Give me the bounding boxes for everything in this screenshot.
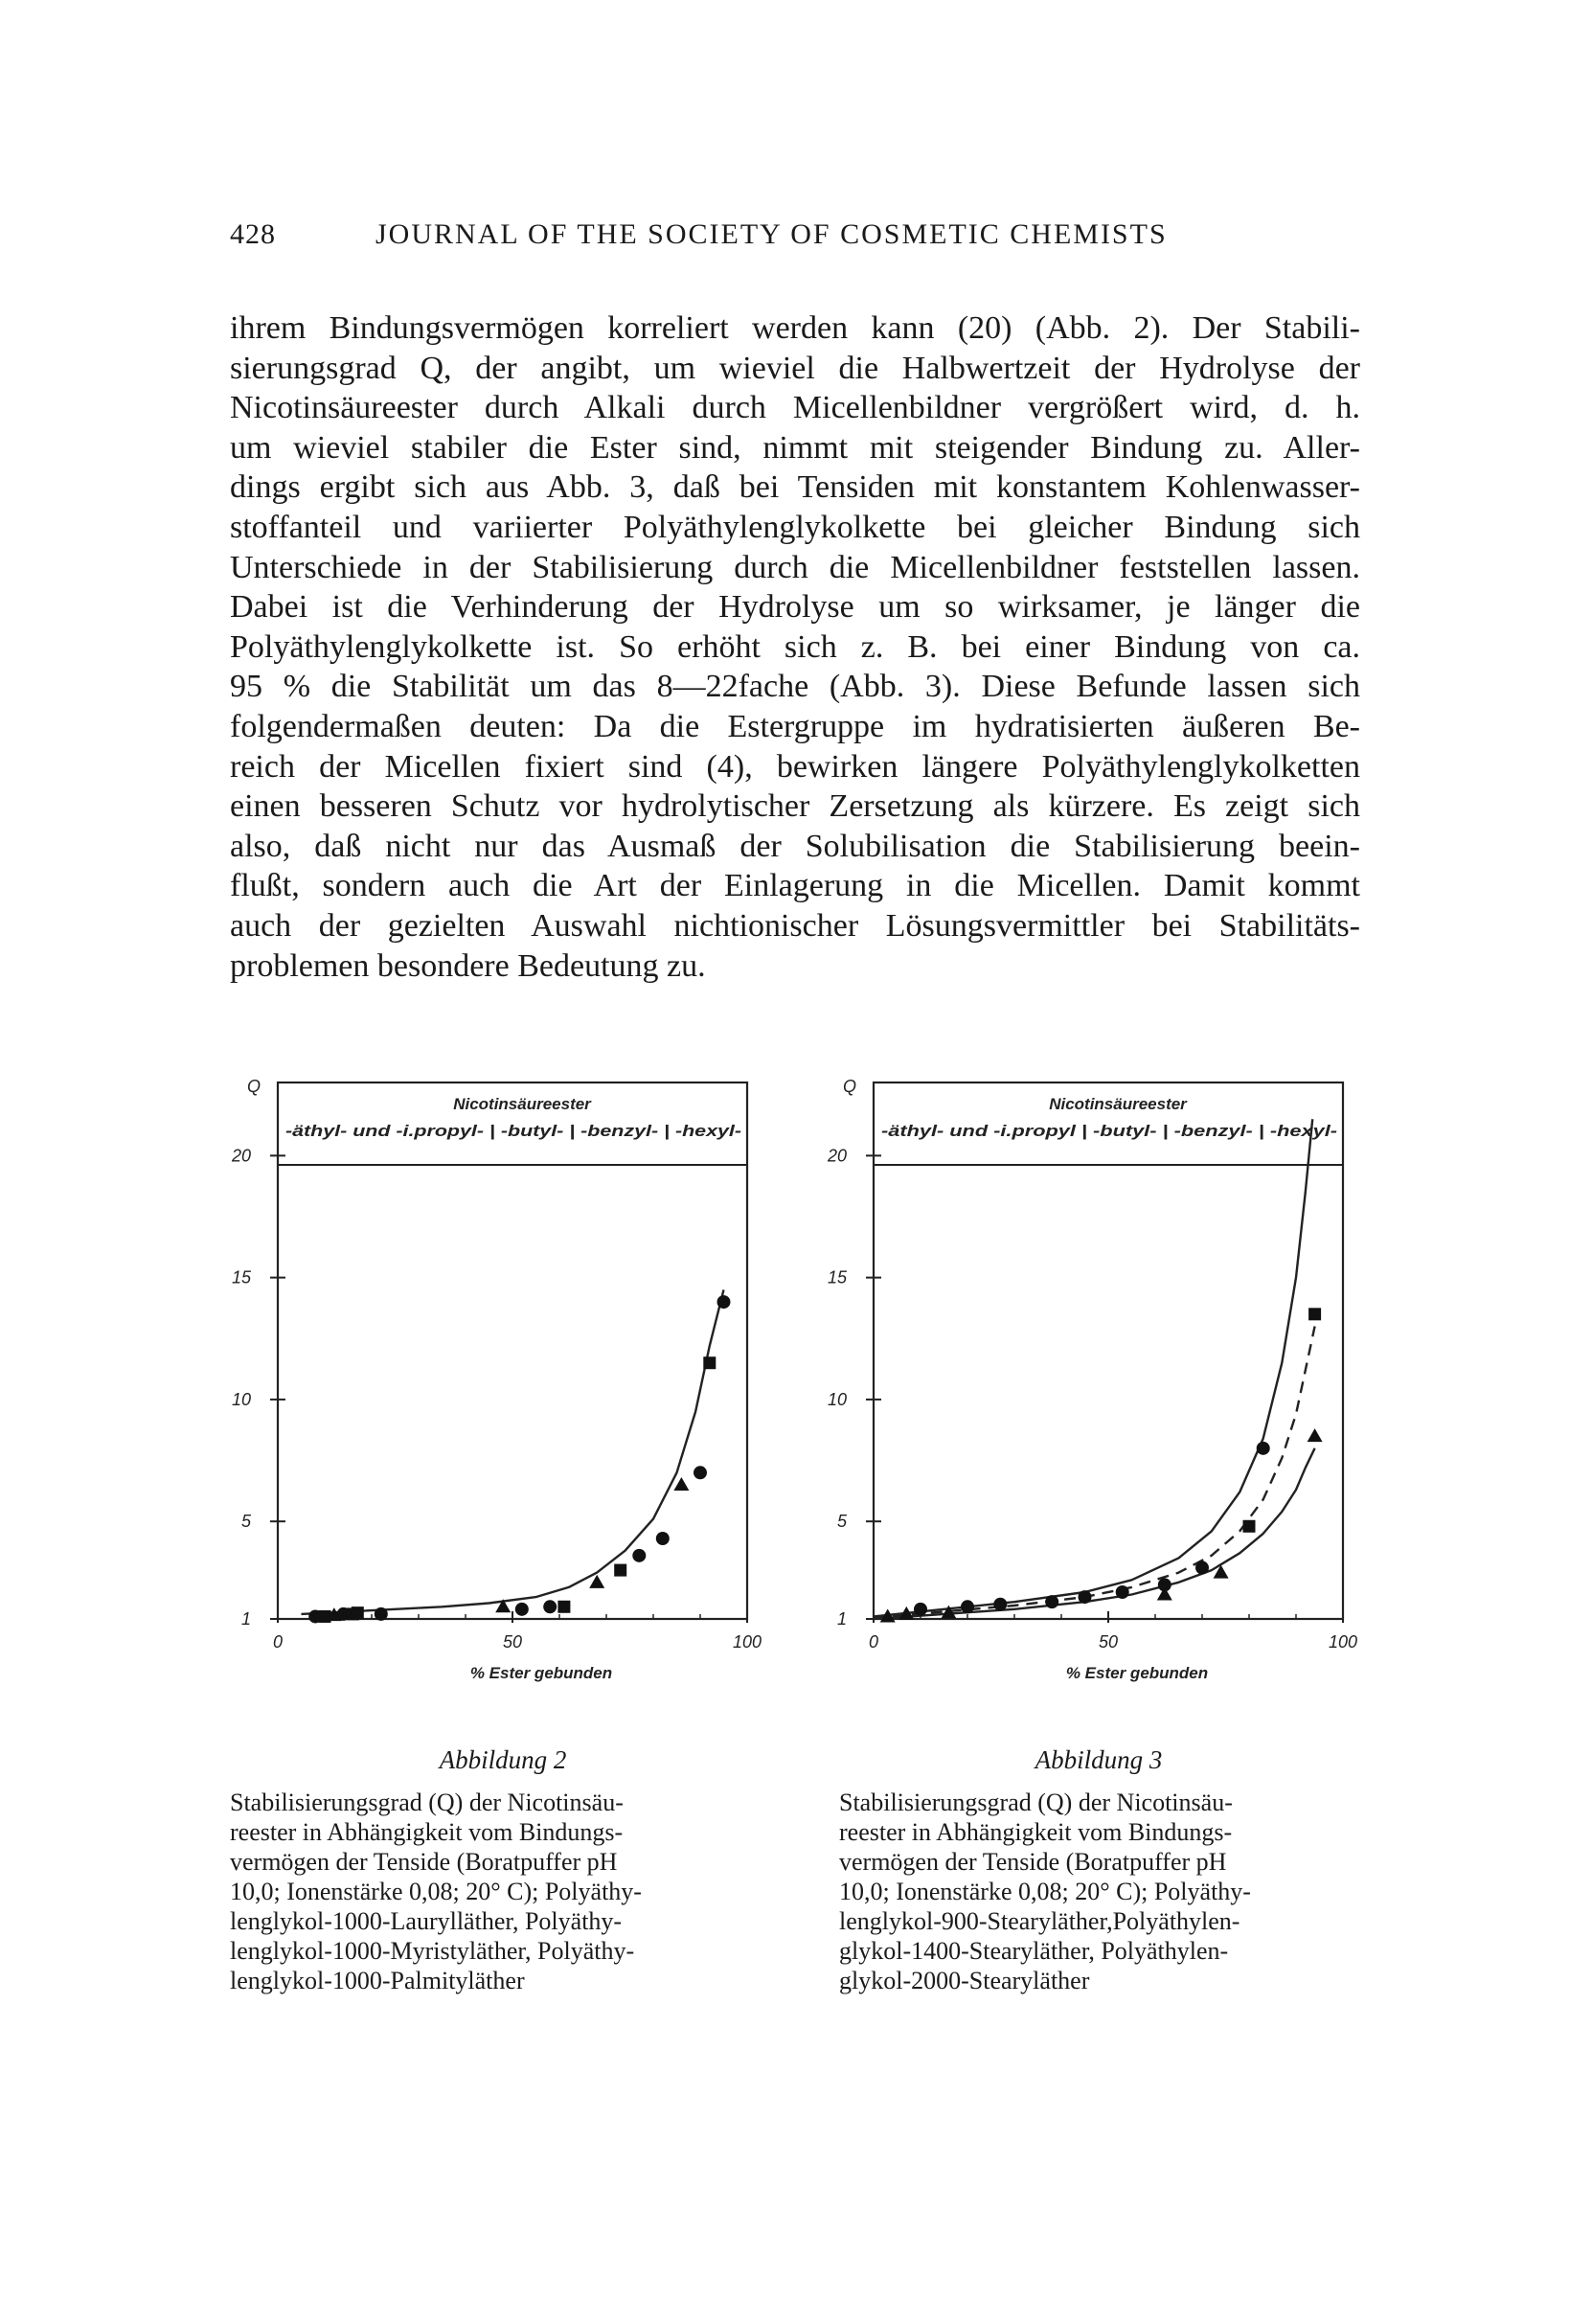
data-point-square [614, 1564, 626, 1577]
caption-title-abb2: Abbildung 2 [439, 1745, 567, 1774]
x-tick-label: 0 [868, 1632, 879, 1652]
caption-line: lenglykol-1000-Laurylläther, Polyäthy- [230, 1907, 623, 1935]
data-point-square [1243, 1520, 1256, 1533]
body-line: Dabei ist die Verhinderung der Hydrolyse um so wirksamer, je länger die [230, 589, 1360, 626]
y-axis-label: Q [247, 1077, 262, 1096]
plot-frame [278, 1082, 747, 1619]
data-point-circle [1116, 1585, 1129, 1599]
x-axis-label: % Ester gebunden [1065, 1664, 1209, 1682]
data-point-square [1308, 1308, 1321, 1320]
body-line: also, daß nicht nur das Ausmaß der Solubilisation die Stabilisierung beein- [230, 828, 1360, 864]
body-line: flußt, sondern auch die Art der Einlagerung in die Micellen. Damit kommt [230, 868, 1360, 904]
data-point-circle [694, 1466, 707, 1479]
data-point-circle [1195, 1561, 1209, 1575]
data-point-triangle [1157, 1587, 1172, 1601]
data-point-circle [1045, 1595, 1058, 1608]
y-tick-label: 10 [231, 1389, 251, 1409]
figure-abb3 [826, 1063, 1372, 1734]
data-point-circle [961, 1600, 974, 1613]
data-point-circle [1079, 1590, 1092, 1604]
body-paragraph [230, 308, 1360, 986]
x-tick-label: 50 [502, 1632, 523, 1652]
y-tick-label: 15 [231, 1267, 251, 1287]
chart-abb2 [230, 1063, 776, 1734]
caption-line: 10,0; Ionenstärke 0,08; 20° C); Polyäthy- [230, 1878, 642, 1905]
data-point-triangle [589, 1575, 604, 1588]
body-line: Polyäthylenglykolkette ist. So erhöht sich z. B. bei einer Bindung von ca. [230, 628, 1360, 665]
y-tick-label: 1 [836, 1609, 847, 1629]
body-line: 95 % die Stabilität um das 8—22fache (Abb. 3). Diese Befunde lassen sich [230, 669, 1360, 705]
series-line [302, 1289, 724, 1614]
y-tick-label: 10 [827, 1389, 847, 1409]
y-tick-label: 5 [836, 1512, 847, 1532]
data-point-circle [515, 1603, 529, 1616]
data-point-square [557, 1601, 570, 1613]
y-tick-label: 20 [827, 1146, 847, 1166]
caption-line: glykol-1400-Stearyläther, Polyäthylen- [839, 1937, 1229, 1965]
y-tick-label: 20 [231, 1146, 251, 1166]
legend-title: Nicotinsäureester [1049, 1095, 1187, 1113]
legend-text: -äthyl- und -i.propyl- | -butyl- | -benzyl- | -hexyl- [285, 1122, 742, 1140]
data-point-triangle [673, 1477, 689, 1491]
data-point-circle [1257, 1442, 1270, 1455]
page-number: 428 [230, 218, 276, 250]
data-point-circle [717, 1295, 731, 1309]
x-tick-label: 100 [1328, 1632, 1358, 1652]
caption-line: lenglykol-1000-Myristyläther, Polyäthy- [230, 1937, 635, 1965]
caption-line: reester in Abhängigkeit vom Bindungs- [230, 1818, 624, 1846]
body-line: stoffanteil und variierter Polyäthylenglykolkette bei gleicher Bindung sich [230, 509, 1360, 545]
legend-text: -äthyl- und -i.propyl | -butyl- | -benzyl- | -hexyl- [881, 1122, 1338, 1140]
body-line: um wieviel stabiler die Ester sind, nimmt mit steigender Bindung zu. Aller- [230, 429, 1360, 466]
body-line: auch der gezielten Auswahl nichtionischer Lösungsvermittler bei Stabilitäts- [230, 907, 1360, 944]
body-line: problemen besondere Bedeutung zu. [230, 947, 706, 984]
series-line [874, 1119, 1312, 1616]
data-point-circle [632, 1549, 646, 1562]
body-line: sierungsgrad Q, der angibt, um wieviel die Halbwertzeit der Hydrolyse der [230, 350, 1360, 386]
data-point-circle [993, 1598, 1007, 1611]
figure-abb2 [230, 1063, 776, 1734]
y-tick-label: 15 [827, 1267, 847, 1287]
data-point-circle [375, 1607, 388, 1621]
plot-frame [874, 1082, 1343, 1619]
data-point-circle [914, 1603, 927, 1616]
caption-line: reester in Abhängigkeit vom Bindungs- [839, 1818, 1233, 1846]
y-axis-label: Q [843, 1077, 857, 1096]
caption-body-abb3 [839, 1788, 1414, 1995]
caption-body-abb2 [230, 1788, 805, 1995]
caption-line: 10,0; Ionenstärke 0,08; 20° C); Polyäthy- [839, 1878, 1251, 1905]
data-point-square [352, 1606, 364, 1619]
caption-title-abb3: Abbildung 3 [1035, 1745, 1163, 1774]
data-point-circle [656, 1532, 670, 1545]
body-line: reich der Micellen fixiert sind (4), bewirken längere Polyäthylenglykolketten [230, 748, 1360, 785]
caption-line: glykol-2000-Stearyläther [839, 1967, 1090, 1994]
legend-title: Nicotinsäureester [453, 1095, 591, 1113]
x-tick-label: 0 [272, 1632, 284, 1652]
chart-abb3 [826, 1063, 1372, 1734]
caption-line: lenglykol-1000-Palmityläther [230, 1967, 525, 1994]
caption-line: Stabilisierungsgrad (Q) der Nicotinsäu- [230, 1789, 624, 1816]
x-tick-label: 100 [732, 1632, 762, 1652]
data-point-circle [543, 1600, 557, 1613]
body-line: dings ergibt sich aus Abb. 3, daß bei Tensiden mit konstantem Kohlenwasser- [230, 469, 1360, 506]
data-point-square [703, 1356, 716, 1369]
x-axis-label: % Ester gebunden [469, 1664, 613, 1682]
data-point-triangle [1308, 1428, 1323, 1442]
page-header [230, 218, 1360, 257]
body-line: folgendermaßen deuten: Da die Estergruppe im hydratisierten äußeren Be- [230, 708, 1360, 744]
caption-line: lenglykol-900-Stearyläther,Polyäthylen- [839, 1907, 1240, 1935]
y-tick-label: 1 [240, 1609, 251, 1629]
body-line: Unterschiede in der Stabilisierung durch die Micellenbildner feststellen lassen. [230, 549, 1360, 585]
caption-line: vermögen der Tenside (Boratpuffer pH [839, 1848, 1227, 1876]
body-line: einen besseren Schutz vor hydrolytischer Zersetzung als kürzere. Es zeigt sich [230, 788, 1360, 825]
journal-title: JOURNAL OF THE SOCIETY OF COSMETIC CHEMISTS [375, 218, 1168, 250]
y-tick-label: 5 [240, 1512, 251, 1532]
caption-line: vermögen der Tenside (Boratpuffer pH [230, 1848, 618, 1876]
x-tick-label: 50 [1098, 1632, 1119, 1652]
body-line: Nicotinsäureester durch Alkali durch Micellenbildner vergrößert wird, d. h. [230, 390, 1360, 426]
caption-line: Stabilisierungsgrad (Q) der Nicotinsäu- [839, 1789, 1233, 1816]
body-line: ihrem Bindungsvermögen korreliert werden kann (20) (Abb. 2). Der Stabili- [230, 310, 1360, 346]
